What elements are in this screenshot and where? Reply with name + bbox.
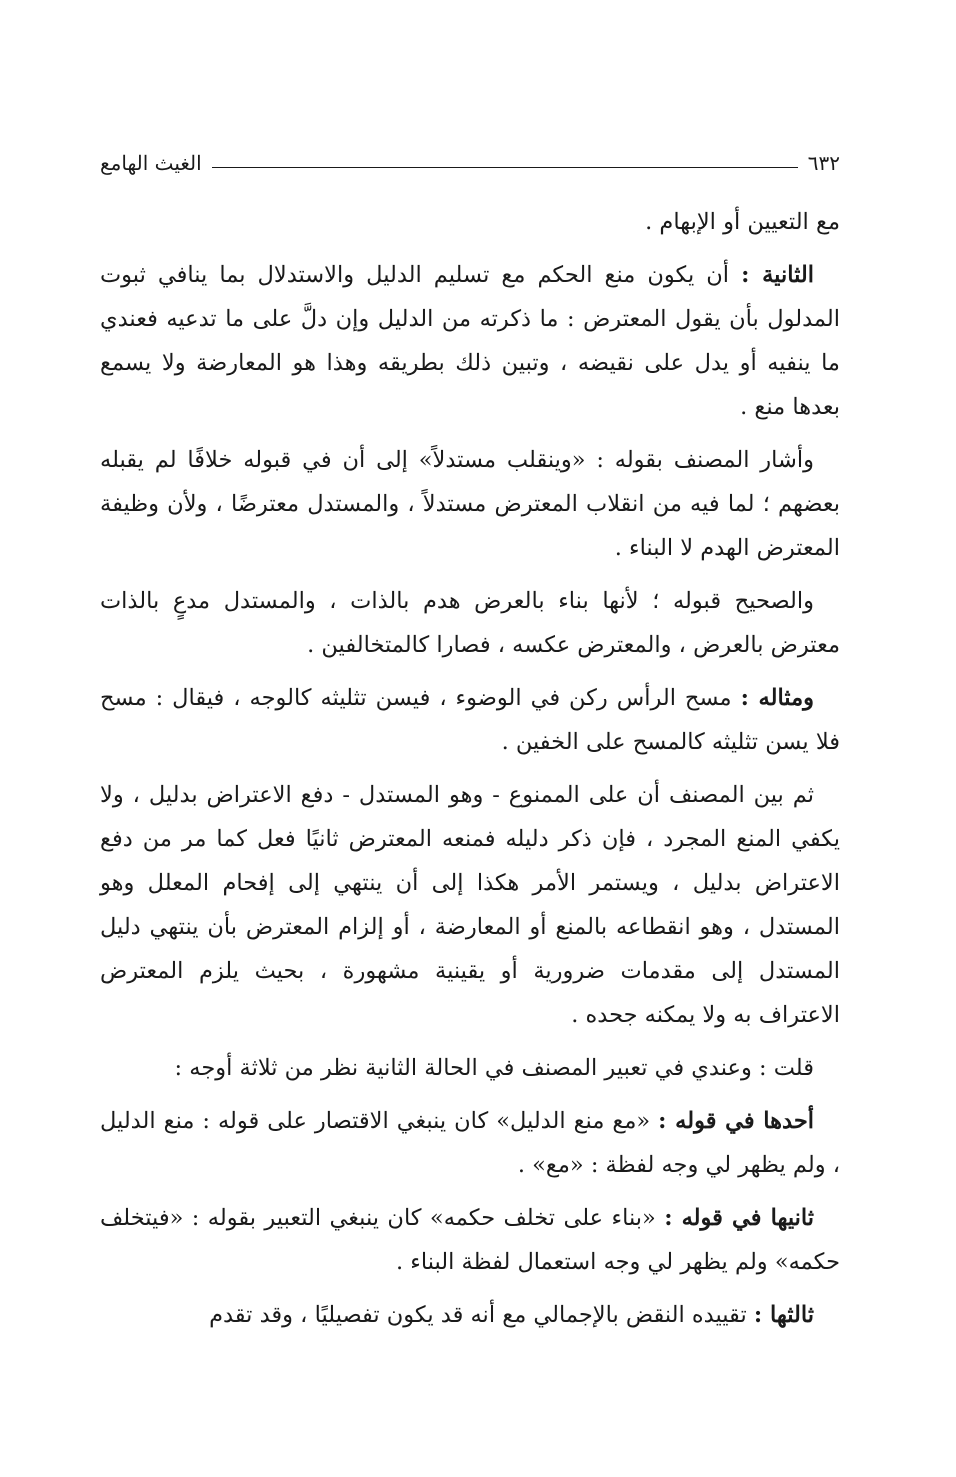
paragraph-lead: أحدها في قوله : xyxy=(658,1108,814,1134)
book-title: الغيث الهامع xyxy=(100,151,202,175)
paragraph xyxy=(100,200,840,244)
paragraph-text: «مع منع الدليل» كان ينبغي الاقتصار على قوله : منع الدليل ، ولم يظهر لي وجه لفظة : «مع» . xyxy=(100,1108,840,1178)
paragraph xyxy=(100,579,840,667)
header-rule xyxy=(212,167,798,168)
paragraph-text: وأشار المصنف بقوله : «وينقلب مستدلاً» إلى أن في قبوله خلافًا لم يقبله بعضهم ؛ لما فيه من انقلاب المعترض مستدلاً ، والمستدل معترضًا ، ولأن وظيفة المعترض الهدم لا البناء . xyxy=(100,447,840,561)
paragraph-text: والصحيح قبوله ؛ لأنها بناء بالعرض هدم بالذات ، والمستدل مدعٍ بالذات معترض بالعرض ، والمعترض عكسه ، فصارا كالمتخالفين . xyxy=(100,588,840,658)
paragraph-text: «بناء على تخلف حكمه» كان ينبغي التعبير بقوله : «فيتخلف حكمه» ولم يظهر لي وجه استعمال لفظة البناء . xyxy=(100,1205,840,1275)
paragraph-text: تقييده النقض بالإجمالي مع أنه قد يكون تفصيليًا ، وقد تقدم xyxy=(209,1302,754,1328)
paragraph-lead: ثالثها : xyxy=(753,1302,814,1328)
paragraph-lead: ومثاله : xyxy=(740,685,815,711)
page-number: ٦٣٢ xyxy=(807,151,840,175)
paragraph-text: ثم بين المصنف أن على الممنوع - وهو المستدل - دفع الاعتراض بدليل ، ولا يكفي المنع المجرد ، فإن ذكر دليله فمنعه المعترض ثانيًا فعل كما مر من دفع الاعتراض بدليل ، ويستمر الأمر هكذا إلى أن ينتهي إلى إفحام المعلل وهو المستدل ، وهو انقطاعه بالمنع أو المعارضة ، أو إلزام المعترض بأن ينتهي دليل المستدل إلى مقدمات ضرورية أو يقينية مشهورة ، بحيث يلزم المعترض الاعتراف به ولا يمكنه جحده . xyxy=(100,782,840,1028)
paragraph xyxy=(100,1196,840,1284)
paragraph-text: أن يكون منع الحكم مع تسليم الدليل والاستدلال بما ينافي ثبوت المدلول بأن يقول المعترض : ما ذكرته من الدليل وإن دلَّ على ما تدعيه فعندي ما ينفيه أو يدل على نقيضه ، وتبين ذلك بطريقه وهذا هو المعارضة ولا يسمع بعدها منع . xyxy=(100,262,840,420)
paragraph xyxy=(100,253,840,429)
paragraph-text: مع التعيين أو الإبهام . xyxy=(645,209,840,235)
paragraph xyxy=(100,1293,840,1337)
paragraph xyxy=(100,773,840,1037)
paragraph xyxy=(100,1046,840,1090)
running-header xyxy=(100,140,840,176)
paragraph-lead: الثانية : xyxy=(741,262,814,288)
page-content xyxy=(100,140,840,1346)
paragraph-lead: ثانيها في قوله : xyxy=(664,1205,814,1231)
paragraph-text: مسح الرأس ركن في الوضوء ، فيسن تثليثه كالوجه ، فيقال : مسح فلا يسن تثليثه كالمسح على الخفين . xyxy=(100,685,840,755)
paragraph xyxy=(100,1099,840,1187)
paragraph xyxy=(100,438,840,570)
paragraph xyxy=(100,676,840,764)
paragraph-text: قلت : وعندي في تعبير المصنف في الحالة الثانية نظر من ثلاثة أوجه : xyxy=(174,1055,814,1081)
